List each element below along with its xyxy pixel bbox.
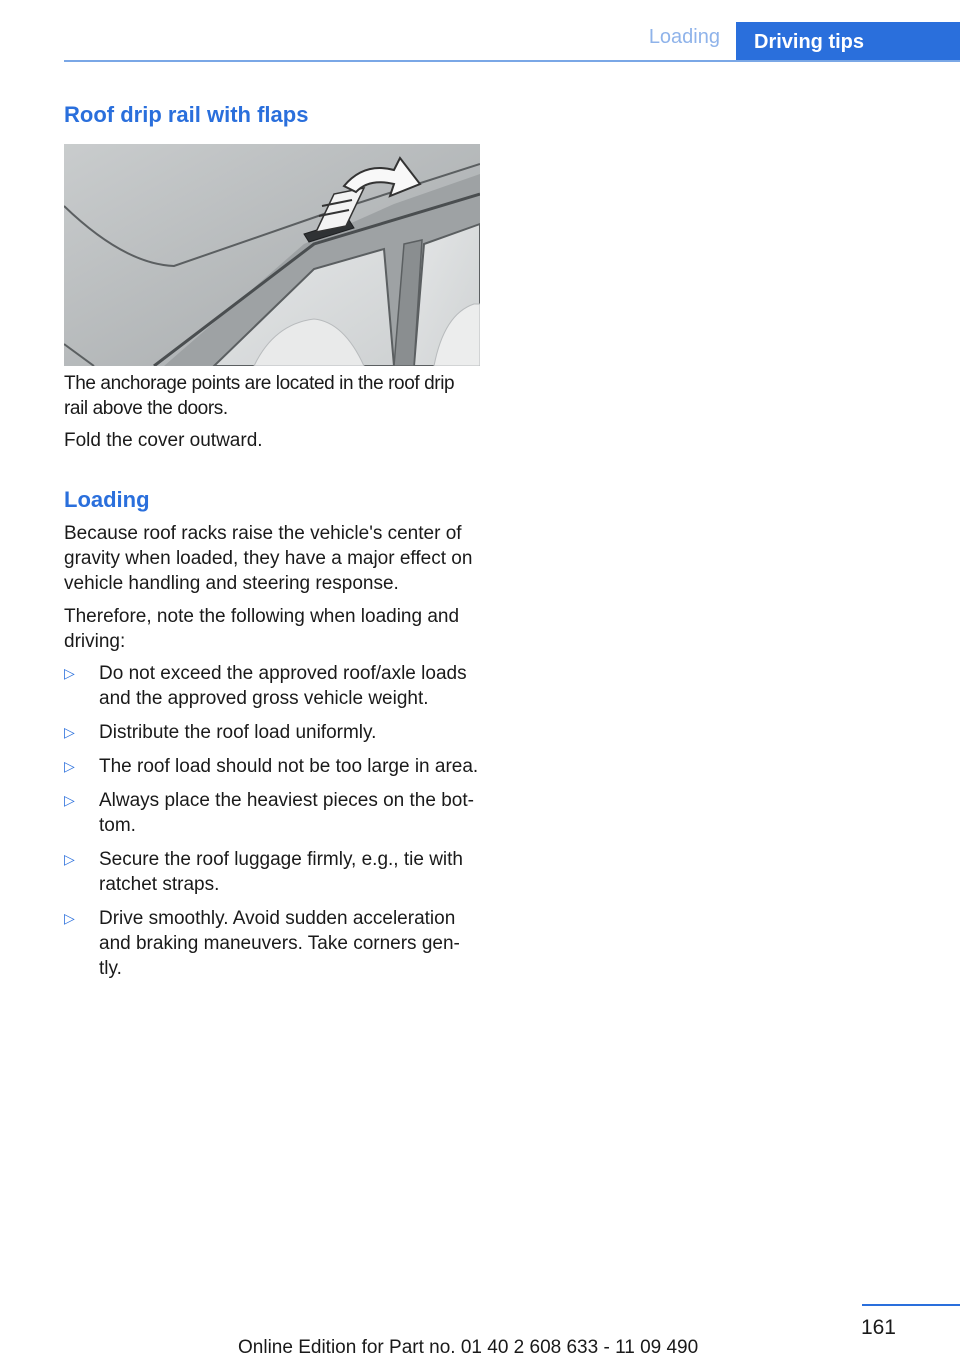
page-header <box>0 0 960 64</box>
page-number-rule <box>862 1304 960 1306</box>
paragraph-fold-cover: Fold the cover outward. <box>64 430 263 451</box>
list-item: ▷ Always place the heaviest pieces on the bot- tom. <box>64 790 474 836</box>
section-heading-loading: Loading <box>64 487 150 512</box>
list-item: ▷ Drive smoothly. Avoid sudden acceleration and braking maneuvers. Take corners gen- tly. <box>64 908 460 979</box>
paragraph-note-following: Therefore, note the following when loading and driving: <box>64 606 460 652</box>
triangle-bullet-icon: ▷ <box>64 792 75 808</box>
header-divider <box>64 60 960 62</box>
edition-footer: Online Edition for Part no. 01 40 2 608 633 - 11 09 490 <box>238 1337 699 1358</box>
loading-guidelines-list <box>64 661 482 990</box>
chapter-tab-driving-tips[interactable]: Driving tips <box>736 22 960 62</box>
section-tab-loading[interactable]: Loading <box>648 26 720 48</box>
triangle-bullet-icon: ▷ <box>64 758 75 774</box>
triangle-bullet-icon: ▷ <box>64 724 75 740</box>
page-number: 161 <box>860 1316 896 1339</box>
list-item: ▷ Distribute the roof load uniformly. <box>64 722 377 743</box>
list-item: ▷ Do not exceed the approved roof/axle loads and the approved gross vehicle weight. <box>64 663 467 709</box>
list-item: ▷ The roof load should not be too large in area. <box>64 756 479 777</box>
list-item: ▷ Secure the roof luggage firmly, e.g., tie with ratchet straps. <box>64 849 463 895</box>
triangle-bullet-icon: ▷ <box>64 665 75 681</box>
triangle-bullet-icon: ▷ <box>64 910 75 926</box>
paragraph-anchorage-points: The anchorage points are located in the roof drip rail above the doors. <box>64 373 455 419</box>
triangle-bullet-icon: ▷ <box>64 851 75 867</box>
roof-drip-rail-illustration <box>64 144 480 366</box>
paragraph-center-of-gravity: Because roof racks raise the vehicle's center of gravity when loaded, they have a major effect on vehicle handling and steering response. <box>64 523 473 594</box>
section-heading-roof-drip-rail: Roof drip rail with flaps <box>64 102 309 127</box>
